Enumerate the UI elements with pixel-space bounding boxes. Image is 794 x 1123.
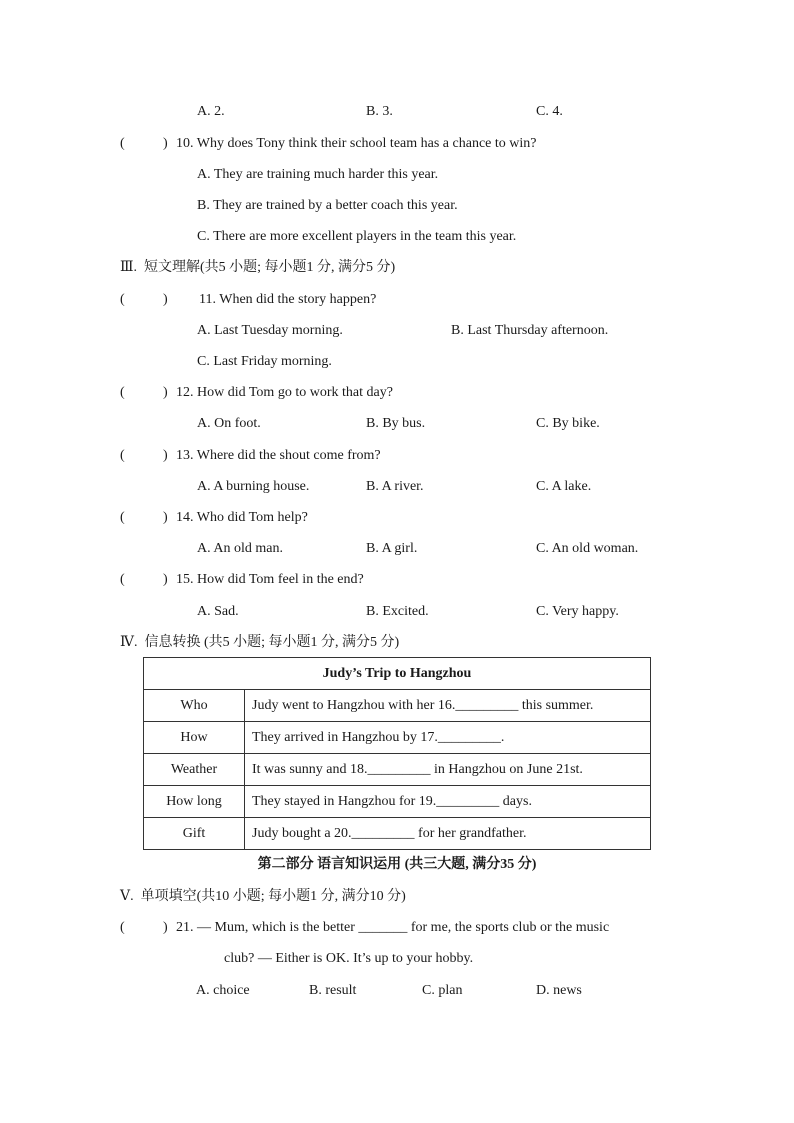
q21-option-b: B. result bbox=[309, 983, 357, 998]
table-row-content: Judy went to Hangzhou with her 16._________ this summer. bbox=[245, 690, 651, 722]
q12-option-b: B. By bus. bbox=[366, 416, 426, 431]
q12-option-c: C. By bike. bbox=[536, 416, 600, 431]
q13-option-c: C. A lake. bbox=[536, 479, 592, 494]
q13-question: 13. Where did the shout come from? bbox=[176, 448, 381, 463]
q15-question: 15. How did Tom feel in the end? bbox=[176, 572, 364, 587]
table-row-content: It was sunny and 18._________ in Hangzhou on June 21st. bbox=[245, 754, 651, 786]
table-row bbox=[144, 818, 651, 850]
q15-answer-paren-close: ) bbox=[163, 572, 168, 587]
table-row bbox=[144, 754, 651, 786]
q11-option-a: A. Last Tuesday morning. bbox=[197, 323, 343, 338]
q9-option-a: A. 2. bbox=[197, 104, 225, 119]
q12-answer-paren-close: ) bbox=[163, 385, 168, 400]
table-row-label: How long bbox=[144, 786, 245, 818]
q13-option-b: B. A river. bbox=[366, 479, 424, 494]
q10-option-a: A. They are training much harder this year. bbox=[197, 167, 439, 182]
table-row-content: Judy bought a 20._________ for her grandfather. bbox=[245, 818, 651, 850]
q10-question: 10. Why does Tony think their school team has a chance to win? bbox=[176, 136, 537, 151]
info-table bbox=[143, 657, 651, 850]
q21-option-c: C. plan bbox=[422, 983, 463, 998]
q11-question: 11. When did the story happen? bbox=[199, 292, 377, 307]
q10-answer-paren-close: ) bbox=[163, 136, 168, 151]
part-2-heading: 第二部分 语言知识运用 (共三大题, 满分35 分) bbox=[257, 857, 537, 872]
section-4-heading: Ⅳ. 信息转换 (共5 小题; 每小题1 分, 满分5 分) bbox=[120, 635, 400, 650]
q9-option-b: B. 3. bbox=[366, 104, 393, 119]
q13-option-a: A. A burning house. bbox=[197, 479, 310, 494]
q15-option-a: A. Sad. bbox=[197, 604, 239, 619]
q12-answer-paren-open: ( bbox=[120, 385, 125, 400]
q14-option-c: C. An old woman. bbox=[536, 541, 639, 556]
table-title: Judy’s Trip to Hangzhou bbox=[144, 658, 651, 690]
table-row bbox=[144, 690, 651, 722]
q10-option-c: C. There are more excellent players in the team this year. bbox=[197, 229, 517, 244]
q12-option-a: A. On foot. bbox=[197, 416, 261, 431]
table-row bbox=[144, 786, 651, 818]
q12-question: 12. How did Tom go to work that day? bbox=[176, 385, 393, 400]
q21-question: 21. — Mum, which is the better _______ for me, the sports club or the music bbox=[176, 920, 610, 935]
table-row-label: How bbox=[144, 722, 245, 754]
q21-answer-paren-open: ( bbox=[120, 920, 125, 935]
q21-option-d: D. news bbox=[536, 983, 582, 998]
q13-answer-paren-open: ( bbox=[120, 448, 125, 463]
q15-option-c: C. Very happy. bbox=[536, 604, 619, 619]
table-row-content: They arrived in Hangzhou by 17._________. bbox=[245, 722, 651, 754]
q14-question: 14. Who did Tom help? bbox=[176, 510, 308, 525]
q14-answer-paren-close: ) bbox=[163, 510, 168, 525]
table-row-label: Gift bbox=[144, 818, 245, 850]
table-row-label: Who bbox=[144, 690, 245, 722]
table-row-content: They stayed in Hangzhou for 19._________ days. bbox=[245, 786, 651, 818]
q14-option-b: B. A girl. bbox=[366, 541, 418, 556]
q21-option-a: A. choice bbox=[196, 983, 250, 998]
q14-answer-paren-open: ( bbox=[120, 510, 125, 525]
q11-answer-paren-open: ( bbox=[120, 292, 125, 307]
q15-option-b: B. Excited. bbox=[366, 604, 429, 619]
q14-option-a: A. An old man. bbox=[197, 541, 283, 556]
q21-answer-paren-close: ) bbox=[163, 920, 168, 935]
q11-answer-paren-close: ) bbox=[163, 292, 168, 307]
q11-option-b: B. Last Thursday afternoon. bbox=[451, 323, 609, 338]
q13-answer-paren-close: ) bbox=[163, 448, 168, 463]
table-row-label: Weather bbox=[144, 754, 245, 786]
section-3-heading: Ⅲ. 短文理解(共5 小题; 每小题1 分, 满分5 分) bbox=[120, 260, 396, 275]
section-5-heading: Ⅴ. 单项填空(共10 小题; 每小题1 分, 满分10 分) bbox=[120, 889, 406, 904]
q10-answer-paren-open: ( bbox=[120, 136, 125, 151]
q10-option-b: B. They are trained by a better coach this year. bbox=[197, 198, 458, 213]
q11-option-c: C. Last Friday morning. bbox=[197, 354, 332, 369]
q9-option-c: C. 4. bbox=[536, 104, 563, 119]
q15-answer-paren-open: ( bbox=[120, 572, 125, 587]
table-row bbox=[144, 722, 651, 754]
q21-question-continued: club? — Either is OK. It’s up to your hobby. bbox=[224, 951, 474, 966]
table-title-row bbox=[144, 658, 651, 690]
